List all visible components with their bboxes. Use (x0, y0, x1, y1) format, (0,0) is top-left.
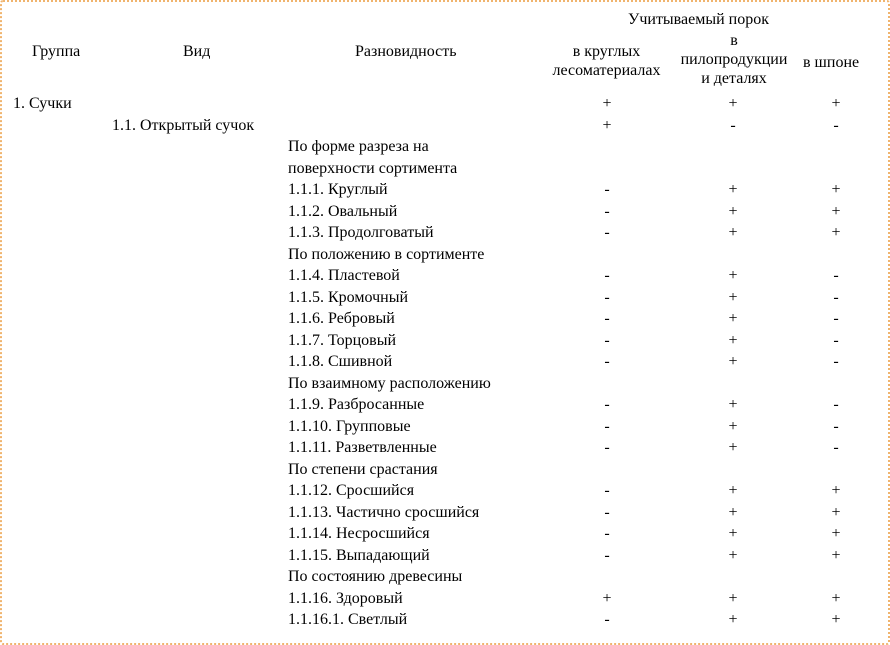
cell-logs-mark: + (602, 95, 612, 112)
cell-lumber-mark: + (728, 181, 738, 198)
cell-variety: 1.1.12. Сросшийся (288, 482, 415, 499)
cell-variety: 1.1.8. Сшивной (288, 353, 393, 370)
cell-variety: 1.1.5. Кромочный (288, 288, 408, 306)
cell-logs-mark: - (604, 267, 610, 284)
header-col-logs (544, 42, 669, 80)
cell-logs-mark: - (604, 331, 610, 349)
table-row (0, 588, 890, 610)
table-row (0, 222, 890, 244)
cell-logs-mark: - (604, 288, 610, 306)
table-body (0, 93, 890, 631)
header-col-veneer: в шпоне (803, 54, 860, 71)
cell-veneer-mark: + (831, 181, 841, 198)
table-row (0, 502, 890, 524)
cell-logs-mark: - (604, 310, 610, 327)
cell-veneer-mark: - (833, 439, 839, 456)
cell-variety: 1.1.15. Выпадающий (288, 546, 430, 564)
cell-lumber-mark: + (728, 224, 738, 241)
cell-lumber-mark: - (730, 116, 736, 134)
cell-variety: 1.1.16.1. Светлый (288, 611, 408, 628)
cell-lumber-mark: + (728, 267, 738, 284)
table-row (0, 437, 890, 459)
cell-veneer-mark: + (831, 546, 841, 564)
header-variety: Разновидность (355, 43, 457, 60)
cell-veneer-mark: - (833, 288, 839, 306)
header-col-logs-line1: в круглых (572, 43, 641, 60)
cell-logs-mark: - (604, 224, 610, 241)
cell-variety: 1.1.2. Овальный (288, 202, 398, 220)
cell-logs-mark: + (602, 589, 612, 607)
cell-lumber-mark: + (728, 525, 738, 542)
cell-vid: 1.1. Открытый сучок (112, 116, 255, 134)
cell-lumber-mark: + (728, 288, 738, 306)
cell-veneer-mark: - (833, 267, 839, 284)
cell-lumber-mark: + (728, 353, 738, 370)
cell-variety: 1.1.16. Здоровый (288, 589, 403, 607)
cell-variety: 1.1.4. Пластевой (288, 267, 400, 284)
cell-variety: поверхности сортимента (288, 159, 458, 177)
cell-logs-mark: - (604, 482, 610, 499)
cell-variety: По форме разреза на (288, 138, 429, 155)
table-row (0, 523, 890, 545)
cell-variety: 1.1.11. Разветвленные (288, 439, 437, 456)
cell-variety: 1.1.6. Ребровый (288, 310, 395, 327)
header-col-lumber-line3: и деталях (701, 70, 767, 87)
table-header (0, 0, 890, 100)
cell-logs-mark: - (604, 439, 610, 456)
cell-logs-mark: - (604, 417, 610, 435)
cell-lumber-mark: + (728, 202, 738, 220)
cell-variety: По состоянию древесины (288, 568, 463, 585)
cell-veneer-mark: - (833, 116, 839, 134)
header-col-lumber-line1: в (730, 32, 738, 49)
cell-logs-mark: - (604, 525, 610, 542)
header-vid: Вид (183, 43, 211, 60)
cell-lumber-mark: + (728, 482, 738, 499)
header-group: Группа (32, 43, 81, 60)
cell-variety: 1.1.14. Несросшийся (288, 525, 430, 542)
cell-logs-mark: - (604, 611, 610, 628)
cell-lumber-mark: + (728, 589, 738, 607)
table-row (0, 93, 890, 115)
cell-variety: 1.1.7. Торцовый (288, 331, 396, 349)
cell-veneer-mark: + (831, 503, 841, 521)
table-row (0, 308, 890, 330)
cell-veneer-mark: + (831, 525, 841, 542)
cell-logs-mark: + (602, 116, 612, 134)
cell-logs-mark: - (604, 503, 610, 521)
cell-lumber-mark: + (728, 546, 738, 564)
table-row (0, 545, 890, 567)
cell-veneer-mark: - (833, 310, 839, 327)
cell-lumber-mark: + (728, 95, 738, 112)
cell-variety: По положению в сортименте (288, 245, 485, 263)
cell-veneer-mark: - (833, 353, 839, 370)
cell-veneer-mark: - (833, 417, 839, 435)
cell-logs-mark: - (604, 546, 610, 564)
header-col-lumber-line2: пилопродукции (680, 51, 788, 68)
table-row (0, 330, 890, 352)
table-row (0, 394, 890, 416)
cell-variety: 1.1.9. Разбросанные (288, 396, 425, 413)
cell-logs-mark: - (604, 202, 610, 220)
table-row (0, 115, 890, 137)
table-row (0, 373, 890, 395)
table-row (0, 136, 890, 158)
cell-logs-mark: - (604, 353, 610, 370)
table-row (0, 287, 890, 309)
cell-lumber-mark: + (728, 396, 738, 413)
table-row (0, 244, 890, 266)
cell-variety: 1.1.13. Частично сросшийся (288, 503, 480, 521)
table-row (0, 179, 890, 201)
table-row (0, 351, 890, 373)
table-row (0, 265, 890, 287)
cell-lumber-mark: + (728, 611, 738, 628)
header-threshold: Учитываемый порок (628, 11, 769, 28)
header-col-logs-line2: лесоматериалах (552, 62, 661, 79)
cell-logs-mark: - (604, 396, 610, 413)
cell-veneer-mark: + (831, 95, 841, 112)
table-row (0, 459, 890, 481)
cell-veneer-mark: + (831, 202, 841, 220)
cell-variety: По взаимному расположению (288, 374, 491, 392)
table-row (0, 480, 890, 502)
cell-veneer-mark: - (833, 331, 839, 349)
table-row (0, 609, 890, 631)
cell-veneer-mark: + (831, 589, 841, 607)
cell-variety: 1.1.1. Круглый (288, 181, 388, 198)
cell-veneer-mark: - (833, 396, 839, 413)
cell-logs-mark: - (604, 181, 610, 198)
table-row (0, 566, 890, 588)
cell-lumber-mark: + (728, 310, 738, 327)
cell-variety: 1.1.10. Групповые (288, 417, 411, 435)
table-row (0, 416, 890, 438)
cell-lumber-mark: + (728, 417, 738, 435)
header-col-lumber (670, 31, 798, 88)
cell-veneer-mark: + (831, 482, 841, 499)
cell-group: 1. Сучки (13, 95, 72, 112)
cell-veneer-mark: + (831, 224, 841, 241)
cell-lumber-mark: + (728, 503, 738, 521)
cell-veneer-mark: + (831, 611, 841, 628)
table-row (0, 158, 890, 180)
cell-lumber-mark: + (728, 331, 738, 349)
table-row (0, 201, 890, 223)
cell-variety: 1.1.3. Продолговатый (288, 224, 434, 241)
cell-variety: По степени срастания (288, 460, 438, 478)
cell-lumber-mark: + (728, 439, 738, 456)
